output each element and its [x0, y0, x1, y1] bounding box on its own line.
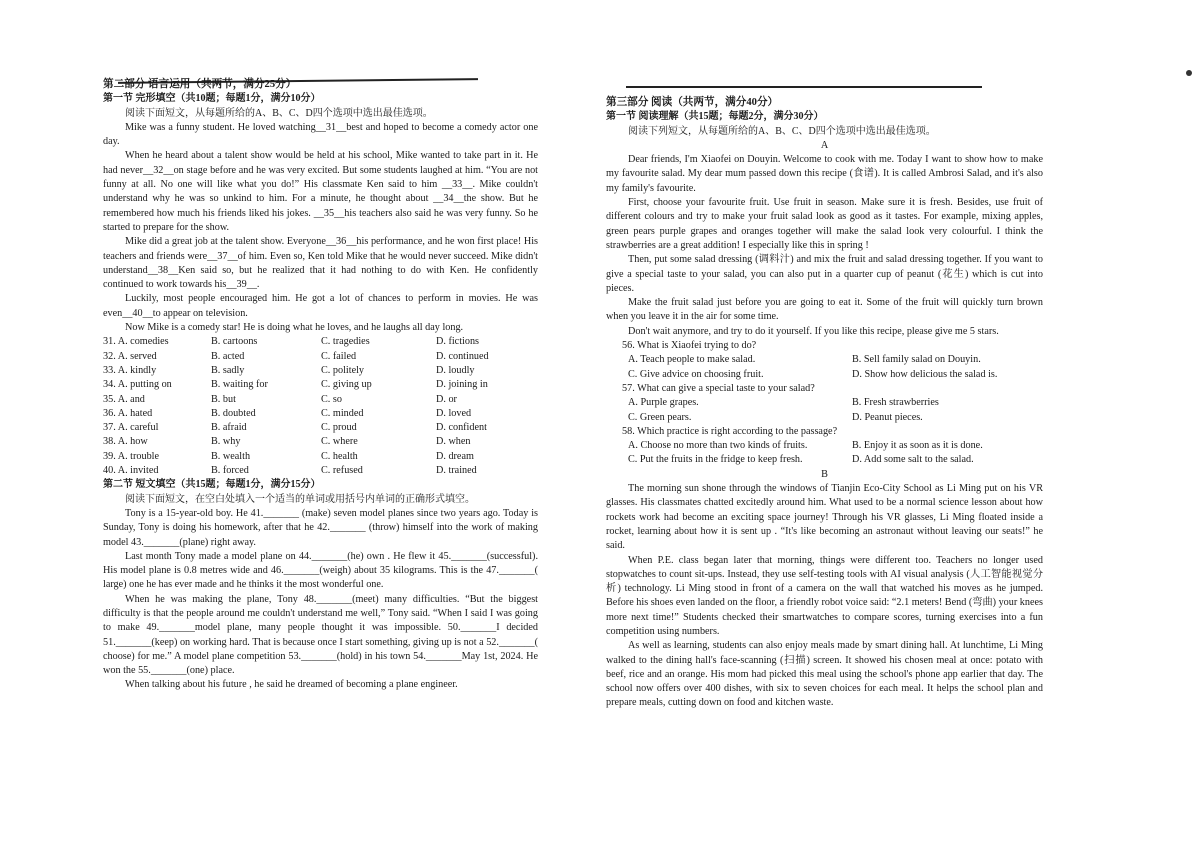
option: C. politely	[321, 364, 365, 376]
question-57: 57. What can give a special taste to your salad?	[622, 382, 815, 394]
part2-title: 第二部分 语言运用（共两节，满分25分）	[103, 79, 297, 90]
option: B. waiting for	[211, 379, 268, 391]
option: 37. A. careful	[103, 422, 159, 434]
option: 36. A. hated	[103, 407, 153, 419]
cloze-options	[103, 335, 538, 478]
option: D. fictions	[436, 336, 480, 348]
option: D. Show how delicious the salad is.	[852, 368, 998, 380]
fill-blank-heading: 第二节 短文填空（共15题；每题1分，满分15分）	[103, 479, 321, 491]
option: B. why	[211, 436, 241, 448]
left-page	[103, 78, 538, 693]
option: A. Teach people to make salad.	[628, 354, 756, 366]
option: D. trained	[436, 465, 477, 477]
option: C. failed	[321, 350, 357, 362]
option-row	[103, 435, 538, 449]
option: 34. A. putting on	[103, 379, 172, 391]
option-row	[103, 450, 538, 464]
option: D. or	[436, 393, 457, 405]
option: 32. A. served	[103, 350, 157, 362]
option: D. dream	[436, 450, 474, 462]
cloze-paragraph: Mike was a funny student. He loved watching__31__best and hoped to become a comedy actor one day.	[103, 121, 538, 148]
passage-b-paragraph: When P.E. class began later that morning, things were different too. Teachers no longer used stopwatches to count sit-ups. Instead, they use self-testing tools with AI visual analysis (人工智能视觉分析) technology. Li Ming stood in front of a camera on the wall that watched his moves as he jumped. Before his shoes even landed on the floor, a friendly robot voice said: “2.1 meters! Bend (弯曲) your knees more next time!” Students checked their smartwatches to compare scores, turning exercises into a fun competition using numbers.	[606, 554, 1043, 637]
option-row	[103, 407, 538, 421]
option: D. continued	[436, 350, 489, 362]
option: C. giving up	[321, 379, 372, 391]
option: D. loudly	[436, 364, 475, 376]
reading-heading: 第一节 阅读理解（共15题；每题2分，满分30分）	[606, 111, 824, 123]
option-row	[103, 464, 538, 478]
option: B. acted	[211, 350, 245, 362]
option: 35. A. and	[103, 393, 145, 405]
option: 31. A. comedies	[103, 336, 169, 348]
option: D. Peanut pieces.	[852, 411, 923, 423]
passage-a-paragraph: Don't wait anymore, and try to do it yourself. If you like this recipe, please give me 5 stars.	[628, 325, 999, 337]
passage-a-paragraph: Dear friends, I'm Xiaofei on Douyin. Welcome to cook with me. Today I want to show how to make my favourite salad. My dear mum passed down this recipe (食谱). It is called Ambrosi Salad, and it's also my family's favourite.	[606, 154, 1043, 194]
option: D. joining in	[436, 379, 488, 391]
passage-b-paragraph: As well as learning, students can also enjoy meals made by smart dining hall. At lunchtime, Li Ming walked to the dining hall's face-scanning (扫描) screen. It showed his chosen meal at once: potato with beef, rice and an orange. His mom had picked this meal using the school's phone app earlier that day. The school now offers over 400 dishes, with six to seven choices for each meal. It helps the school plan and prepare meals, cutting down on food and kitchen waste.	[606, 640, 1043, 709]
fill-blank-paragraph: Tony is a 15-year-old boy. He 41._______ (make) seven model planes since two years ago. Today is Sunday, Tony is doing his homework, after that he 42._______ (throw) himself into the work of making model 43._______(plane) right away.	[103, 507, 538, 548]
option: C. tragedies	[321, 336, 370, 348]
option: 38. A. how	[103, 436, 148, 448]
option: D. confident	[436, 422, 487, 434]
option-row	[103, 364, 538, 378]
question-options	[606, 396, 1043, 425]
option: D. Add some salt to the salad.	[852, 454, 974, 466]
option-row	[103, 378, 538, 392]
option-row	[103, 335, 538, 349]
part3-title: 第三部分 阅读（共两节，满分40分）	[606, 97, 779, 108]
option: C. Green pears.	[628, 411, 692, 423]
reading-instruction: 阅读下列短文，从每题所给的A、B、C、D四个选项中选出最佳选项。	[628, 125, 936, 137]
cloze-paragraph: Now Mike is a comedy star! He is doing what he loves, and he laughs all day long.	[125, 322, 464, 334]
cloze-paragraph: When he heard about a talent show would be held at his school, Mike wanted to take part in it. He had never__32__on stage before and he was very excited. But some students laughed at him. “You are not funny at all. No one will like what you do!” His classmate Ken said to him __33__. Mike couldn't understand why he was so unkind to him. For a minute, he thought about __34__the show. But he remembered how much his friends liked his jokes. __35__his teachers also said he was very funny. So he started to prepare for the show.	[103, 150, 538, 233]
option: B. Sell family salad on Douyin.	[852, 354, 981, 366]
option: C. Give advice on choosing fruit.	[628, 368, 764, 380]
cloze-paragraph: Luckily, most people encouraged him. He got a lot of chances to perform in movies. He was even__40__to appear on television.	[103, 293, 538, 319]
option: B. Enjoy it as soon as it is done.	[852, 440, 983, 452]
right-top-rule	[626, 86, 982, 88]
option: 40. A. invited	[103, 465, 159, 477]
question-58: 58. Which practice is right according to the passage?	[622, 425, 838, 437]
right-page	[606, 96, 1043, 711]
option: C. Put the fruits in the fridge to keep fresh.	[628, 454, 803, 466]
fill-blank-paragraph: When talking about his future , he said he dreamed of becoming a plane engineer.	[125, 679, 458, 691]
option: C. refused	[321, 465, 363, 477]
question-56: 56. What is Xiaofei trying to do?	[622, 340, 757, 352]
option: D. loved	[436, 407, 472, 419]
option: C. proud	[321, 422, 357, 434]
fill-blank-paragraph: Last month Tony made a model plane on 44._______(he) own . He flew it 45._______(successful). His model plane is 0.8 metres wide and 46._______(weigh) about 35 kilograms. This is the 47._______( large) one he has ever made and he thinks it the most wonderful one.	[103, 550, 538, 591]
passage-b-label: B	[821, 468, 828, 480]
option-row	[103, 350, 538, 364]
question-options	[606, 353, 1043, 382]
scan-speck	[1186, 70, 1192, 76]
option: B. but	[211, 393, 236, 405]
option: B. afraid	[211, 422, 247, 434]
option: 39. A. trouble	[103, 450, 160, 462]
passage-a-paragraph: First, choose your favourite fruit. Use fruit in season. Make sure it is fresh. Besides, use fruit of different colours and try to make your fruit salad look as good as it tastes. For example, mixing apples, green pears purple grapes and oranges together will make the salad look very colourful. I think the strawberries are a great addition! I especially like this in spring !	[606, 197, 1043, 251]
option: C. where	[321, 436, 358, 448]
option: A. Choose no more than two kinds of fruits.	[628, 440, 808, 452]
option: B. Fresh strawberries	[852, 397, 939, 409]
passage-a-label: A	[820, 139, 829, 151]
option: 33. A. kindly	[103, 364, 157, 376]
option: D. when	[436, 436, 471, 448]
option: C. health	[321, 450, 358, 462]
option: B. cartoons	[211, 336, 258, 348]
option: B. doubted	[211, 407, 256, 419]
passage-b-paragraph: The morning sun shone through the windows of Tianjin Eco-City School as Li Ming put on his VR glasses. His classmates chatted excitedly around him. What used to be a normal science lesson about how rockets work had become an exciting space journey! Through his VR glasses, Li Ming floated inside a rocket, learning about how it is sent up . “It's like becoming an astronaut without leaving our seats!” he said.	[606, 483, 1043, 552]
option: B. sadly	[211, 364, 245, 376]
cloze-paragraph: Mike did a great job at the talent show. Everyone__36__his performance, and he won first place! His teachers and friends were__37__of him. Even so, Ken told Mike that he would never succeed. Mike didn't understand__38__Ken said so, but he realized that it had nothing to do with Ken. He confidently continued to work towards his__39__.	[103, 236, 538, 291]
passage-a-paragraph: Then, put some salad dressing (调料汁) and mix the fruit and salad dressing together. If you want to give a special taste to your salad, you can also put in a quarter cup of peanut (花生) which is cut into pieces.	[606, 254, 1043, 294]
option: B. forced	[211, 465, 249, 477]
question-options	[606, 439, 1043, 468]
cloze-instruction: 阅读下面短文，从每题所给的A、B、C、D四个选项中选出最佳选项。	[125, 107, 433, 119]
option-row	[103, 421, 538, 435]
cloze-heading: 第一节 完形填空（共10题；每题1分，满分10分）	[103, 93, 321, 105]
option: C. minded	[321, 407, 364, 419]
option: C. so	[321, 393, 342, 405]
passage-a-paragraph: Make the fruit salad just before you are going to eat it. Some of the fruit will quickly turn brown when you leave it in the air for some time.	[606, 297, 1043, 323]
fill-blank-paragraph: When he was making the plane, Tony 48._______(meet) many difficulties. “But the biggest difficulty is that the people around me couldn't understand me well,” Tony said. “When I said I was going to make 49._______model plane, many people thought it was impossible. 50._______I decided 51._______(keep) on working hard. That is because once I start something, giving up is not a 52._______( choose) for me.” A model plane competition 53._______(hold) in his town 54._______May 1st, 2024. He won the 55._______(one) place.	[103, 593, 538, 677]
option-row	[103, 393, 538, 407]
option: B. wealth	[211, 450, 251, 462]
fill-blank-instruction: 阅读下面短文，在空白处填入一个适当的单词或用括号内单词的正确形式填空。	[125, 493, 475, 505]
option: A. Purple grapes.	[628, 397, 699, 409]
